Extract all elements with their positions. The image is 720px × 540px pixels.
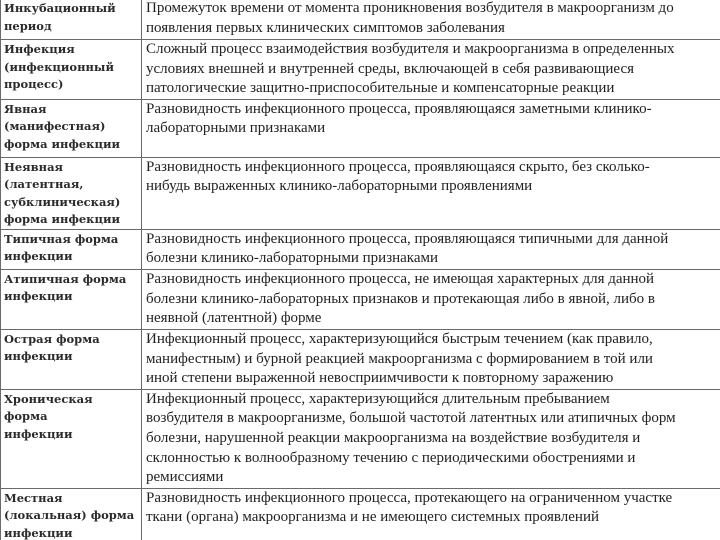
- definition-cell: Разновидность инфекционного процесса, проявляющаяся скрыто, без сколько- нибудь выраженных клинико-лабораторными проявлениями: [142, 157, 720, 229]
- term-cell: Острая форма инфекции: [1, 329, 142, 389]
- definition-cell: Разновидность инфекционного процесса, проявляющаяся типичными для данной болезни клинико-лабораторными признаками: [142, 229, 720, 269]
- table-row: [1, 99, 720, 157]
- definition-cell: Разновидность инфекционного процесса, протекающего на ограниченном участке ткани (органа) макроорганизма и не имеющего системных проявлений: [142, 488, 720, 540]
- table-row: [1, 157, 720, 229]
- table-row: [1, 389, 720, 488]
- table-row: [1, 488, 720, 540]
- term-cell: Хроническая форма инфекции: [1, 389, 142, 488]
- table-row: [1, 40, 720, 100]
- table-row: [1, 329, 720, 389]
- term-cell: Местная (локальная) форма инфекции: [1, 488, 142, 540]
- term-cell: Неявная (латентная, субклиническая) форма инфекции: [1, 157, 142, 229]
- table-row: [1, 269, 720, 329]
- table-row: [1, 0, 720, 40]
- definition-cell: Промежуток времени от момента проникновения возбудителя в макроорганизм до появления первых клинических симптомов заболевания: [142, 0, 720, 40]
- table-row: [1, 229, 720, 269]
- terms-table-body: [1, 0, 720, 540]
- term-cell: Инфекция (инфекционный процесс): [1, 40, 142, 100]
- definition-cell: Инфекционный процесс, характеризующийся длительным пребыванием возбудителя в макроорганизме, большой частотой латентных или атипичных форм болезни, нарушенной реакции макроорганизма на воздействие возбудителя и склонностью к волнообразному течению с периодическими обострениями и ремиссиями: [142, 389, 720, 488]
- term-cell: Атипичная форма инфекции: [1, 269, 142, 329]
- definition-cell: Инфекционный процесс, характеризующийся быстрым течением (как правило, манифестным) и бурной реакцией макроорганизма с формированием в той или иной степени выраженной невосприимчивости к повторному заражению: [142, 329, 720, 389]
- definition-cell: Разновидность инфекционного процесса, проявляющаяся заметными клинико- лабораторными признаками: [142, 99, 720, 157]
- term-cell: Типичная форма инфекции: [1, 229, 142, 269]
- definition-cell: Сложный процесс взаимодействия возбудителя и макроорганизма в определенных условиях внешней и внутренней среды, включающей в себя развивающиеся патологические защитно-приспособительные и компенсаторные реакции: [142, 40, 720, 100]
- term-cell: Явная (манифестная) форма инфекции: [1, 99, 142, 157]
- term-cell: Инкубационный период: [1, 0, 142, 40]
- definition-cell: Разновидность инфекционного процесса, не имеющая характерных для данной болезни клинико-лабораторных признаков и протекающая либо в явной, либо в неявной (латентной) форме: [142, 269, 720, 329]
